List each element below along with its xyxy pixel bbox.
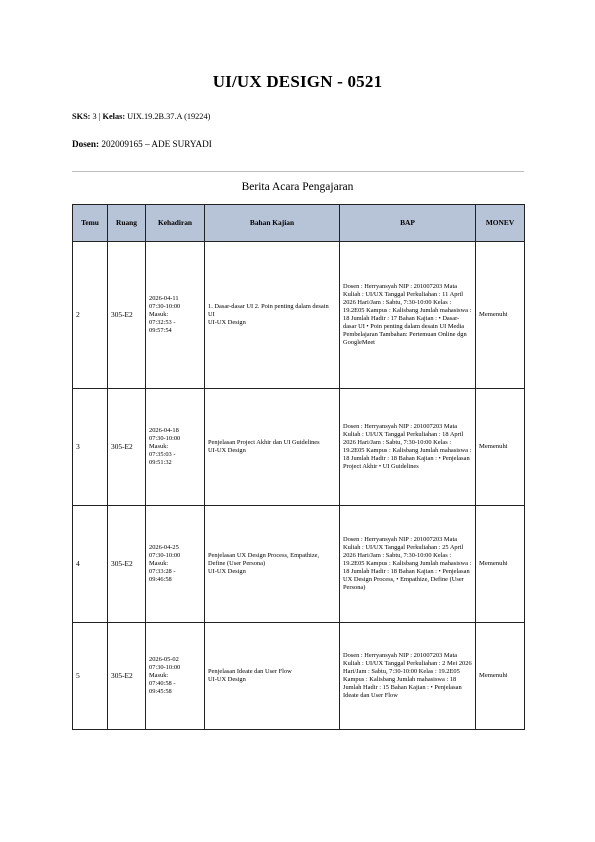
bahan-kajian-cell [205,623,340,730]
kehadiran-in: 07:35:03 - [149,451,176,458]
bap-cell: Dosen : Herryansyah NIP : 201007203 Mata Kuliah : UI/UX Tanggal Perkuliahan : 11 April 2026 Hari/Jam : Sabtu, 7:30-10:00 Kelas : 19.2E05 Kampus : Kalisbang Jumlah mahasiswa : 18 Jumlah Hadir : 17 Bahan Kajian : • Dasar-dasar UI • Poin penting dalam desain UI Media Pembelajaran Tambahan: Pertemuan Online dgn GoogleMeet [340,242,476,389]
kehadiran-label: Masuk: [149,443,169,450]
section-title: Berita Acara Pengajaran [241,181,354,193]
kehadiran-out: 09:45:58 [149,688,172,695]
dosen-label: Dosen: [72,139,100,149]
monev-cell: Memenuhi [476,389,525,506]
course-meta [72,112,210,121]
kehadiran-cell [146,506,205,623]
kehadiran-out: 09:46:58 [149,576,172,583]
kehadiran-time: 07:30-10:00 [149,303,181,310]
temu-cell: 5 [73,623,108,730]
bahan-kajian-course: UI-UX Design [208,319,246,326]
table-row [73,389,525,506]
temu-cell: 4 [73,506,108,623]
bahan-kajian-course: UI-UX Design [208,568,246,575]
bahan-kajian-topic: Penjelasan Project Akhir dan UI Guidelines [208,439,320,446]
divider [72,171,524,172]
kehadiran-date: 2026-04-11 [149,295,179,302]
kehadiran-in: 07:32:53 - [149,319,176,326]
monev-cell: Memenuhi [476,506,525,623]
table-row [73,506,525,623]
sks-value: 3 [92,112,97,121]
bahan-kajian-cell [205,242,340,389]
kehadiran-cell [146,389,205,506]
bahan-kajian-course: UI-UX Design [208,676,246,683]
bap-cell: Dosen : Herryansyah NIP : 201007203 Mata Kuliah : UI/UX Tanggal Perkuliahan : 25 April 2026 Hari/Jam : Sabtu, 7:30-10:00 Kelas : 19.2E05 Kampus : Kalisbang Jumlah mahasiswa : 18 Jumlah Hadir : 18 Bahan Kajian : • Penjelasan UX Design Process, • Empathize, Define (User Persona) [340,506,476,623]
col-header-ruang: Ruang [108,205,146,242]
kehadiran-label: Masuk: [149,311,169,318]
bahan-kajian-topic: Penjelasan Ideate dan User Flow [208,668,292,675]
kehadiran-out: 09:51:32 [149,459,172,466]
col-header-monev: MONEV [476,205,525,242]
kehadiran-out: 09:57:54 [149,327,172,334]
col-header-bahan-kajian: Bahan Kajian [205,205,340,242]
monev-cell: Memenuhi [476,242,525,389]
col-header-bap: BAP [340,205,476,242]
kehadiran-cell [146,242,205,389]
ruang-cell: 305-E2 [108,389,146,506]
bahan-kajian-topic: Penjelasan UX Design Process, Empathize, Define (User Persona) [208,552,320,567]
kehadiran-time: 07:30-10:00 [149,664,181,671]
table-row [73,242,525,389]
page-title: UI/UX DESIGN - 0521 [212,72,383,91]
kehadiran-time: 07:30-10:00 [149,552,181,559]
bap-cell: Dosen : Herryansyah NIP : 201007203 Mata Kuliah : UI/UX Tanggal Perkuliahan : 18 April 2026 Hari/Jam : Sabtu, 7:30-10:00 Kelas : 19.2E05 Kampus : Kalisbang Jumlah mahasiswa : 18 Jumlah Hadir : 18 Bahan Kajian : • Penjelasan Project Akhir • UI Guidelines [340,389,476,506]
kehadiran-cell [146,623,205,730]
kehadiran-label: Masuk: [149,560,169,567]
col-header-kehadiran: Kehadiran [146,205,205,242]
ruang-cell: 305-E2 [108,242,146,389]
temu-cell: 3 [73,389,108,506]
bap-cell: Dosen : Herryansyah NIP : 201007203 Mata Kuliah : UI/UX Tanggal Perkuliahan : 2 Mei 2026 Hari/Jam : Sabtu, 7:30-10:00 Kelas : 19.2E05 Kampus : Kalisbang Jumlah mahasiswa : 18 Jumlah Hadir : 15 Bahan Kajian : • Penjelasan Ideate dan User Flow [340,623,476,730]
temu-cell: 2 [73,242,108,389]
table-header-row [73,205,525,242]
ruang-cell: 305-E2 [108,623,146,730]
bahan-kajian-topic: 1. Dasar-dasar UI 2. Poin penting dalam desain UI [208,303,329,318]
table-row [73,623,525,730]
dosen-value: 202009165 – ADE SURYADI [101,139,212,149]
kelas-label: Kelas: [102,112,126,121]
kelas-value: UIX.19.2B.37.A (19224) [127,112,211,121]
kehadiran-date: 2026-04-25 [149,544,179,551]
kehadiran-date: 2026-05-02 [149,656,179,663]
bahan-kajian-course: UI-UX Design [208,447,246,454]
kehadiran-in: 07:33:28 - [149,568,176,575]
bap-table [72,204,525,730]
col-header-temu: Temu [73,205,108,242]
kehadiran-label: Masuk: [149,672,169,679]
sks-label: SKS: [72,112,91,121]
bahan-kajian-cell [205,389,340,506]
kehadiran-date: 2026-04-18 [149,427,179,434]
monev-cell: Memenuhi [476,623,525,730]
bahan-kajian-cell [205,506,340,623]
lecturer-meta [72,139,212,149]
meta-separator: | [96,112,103,121]
kehadiran-time: 07:30-10:00 [149,435,181,442]
ruang-cell: 305-E2 [108,506,146,623]
kehadiran-in: 07:40:58 - [149,680,176,687]
